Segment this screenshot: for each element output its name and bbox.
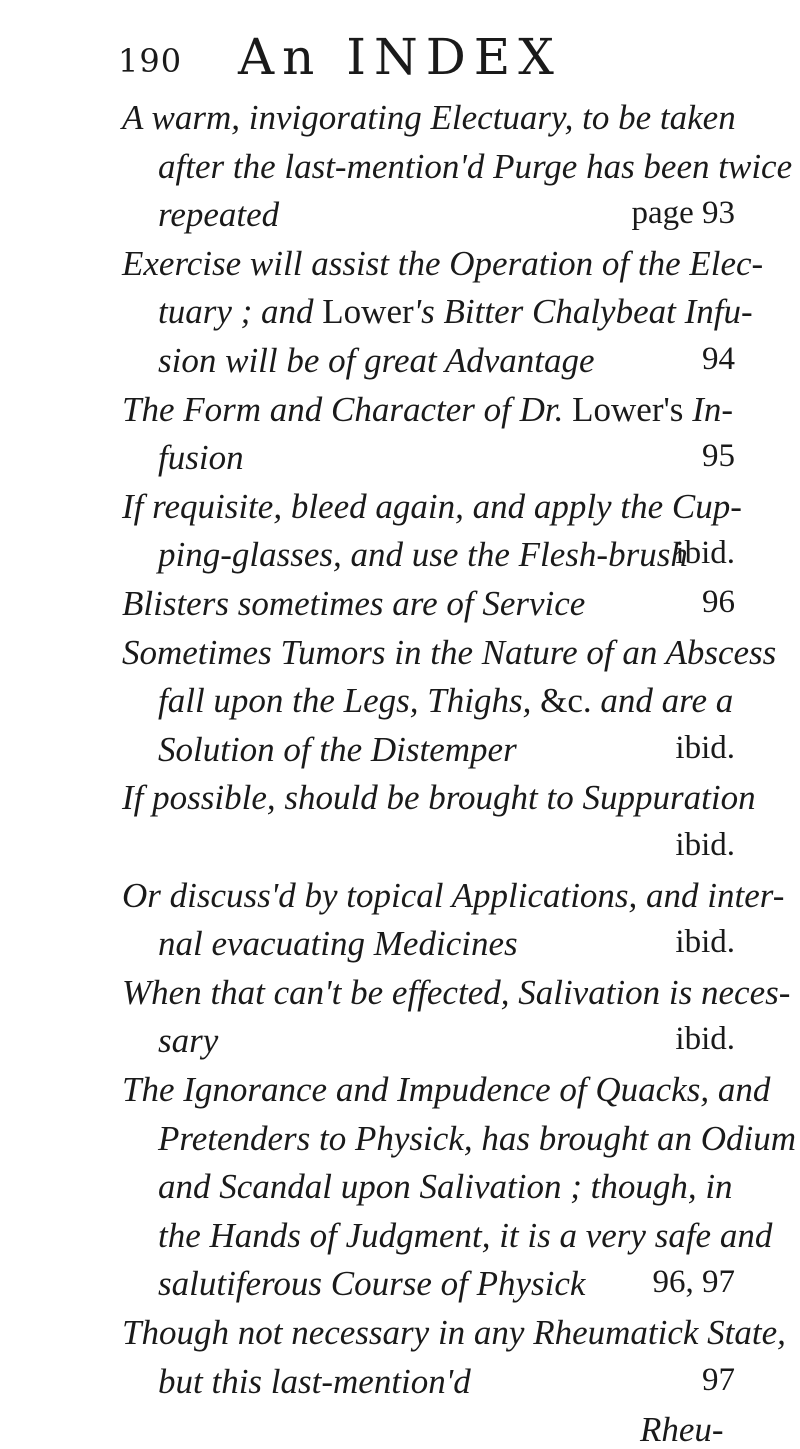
entry-line: nal evacuating Medicines bbox=[158, 924, 518, 964]
page-reference: ibid. bbox=[675, 729, 735, 766]
entry-line: When that can't be effected, Salivation is neces- bbox=[122, 972, 791, 1012]
entry-line: The Form and Character of Dr. Lower's In- bbox=[122, 389, 733, 429]
entry-line: fusion bbox=[158, 438, 244, 478]
entry-line: the Hands of Judgment, it is a very safe and bbox=[158, 1215, 773, 1255]
page-reference: 96 bbox=[702, 584, 735, 620]
page-number: 190 bbox=[118, 42, 183, 80]
page-reference: 96, 97 bbox=[652, 1264, 735, 1301]
entry-line: Solution of the Distemper bbox=[158, 729, 517, 769]
entry-line: sion will be of great Advantage bbox=[158, 341, 595, 380]
entry-line: Or discuss'd by topical Applications, and inter- bbox=[122, 875, 785, 915]
entry-line: but this last-mention'd bbox=[158, 1361, 471, 1401]
entry-line: Sometimes Tumors in the Nature of an Abscess bbox=[122, 632, 777, 672]
page-reference: 94 bbox=[702, 341, 735, 377]
entry-line: tuary ; and Lower's Bitter Chalybeat Infu- bbox=[158, 292, 753, 332]
entry-line: and Scandal upon Salivation ; though, in bbox=[158, 1167, 733, 1207]
entry-line: fall upon the Legs, Thighs, &c. and are a bbox=[158, 681, 734, 721]
entry-line: salutiferous Course of Physick bbox=[158, 1264, 586, 1304]
entry-line: Blisters sometimes are of Service bbox=[122, 584, 586, 623]
entry-line: repeated bbox=[158, 195, 280, 235]
entry-line: A warm, invigorating Electuary, to be taken bbox=[122, 98, 736, 137]
page-header bbox=[118, 28, 738, 88]
running-head: An INDEX bbox=[238, 28, 562, 86]
catchword: Rheu- bbox=[640, 1410, 724, 1449]
entry-line: Pretenders to Physick, has brought an Odium bbox=[158, 1118, 797, 1158]
entry-line: If requisite, bleed again, and apply the Cup- bbox=[122, 486, 742, 526]
entry-line: after the last-mention'd Purge has been twice bbox=[158, 146, 793, 186]
page-reference: 97 bbox=[702, 1361, 735, 1398]
entry-line: The Ignorance and Impudence of Quacks, and bbox=[122, 1070, 771, 1109]
entry-line: sary bbox=[158, 1021, 219, 1061]
page-reference: 95 bbox=[702, 438, 735, 475]
page-reference: ibid. bbox=[675, 924, 735, 961]
entry-line: If possible, should be brought to Suppuration bbox=[122, 778, 756, 818]
entry-line: Exercise will assist the Operation of the Elec- bbox=[122, 243, 764, 283]
page-reference: ibid. bbox=[675, 535, 735, 572]
page-reference: ibid. bbox=[675, 1021, 735, 1058]
page-reference: page 93 bbox=[631, 195, 735, 232]
entry-line: ping-glasses, and use the Flesh-brush bbox=[158, 535, 688, 575]
page-reference: ibid. bbox=[675, 827, 735, 863]
entry-line: Though not necessary in any Rheumatick State, bbox=[122, 1313, 786, 1352]
